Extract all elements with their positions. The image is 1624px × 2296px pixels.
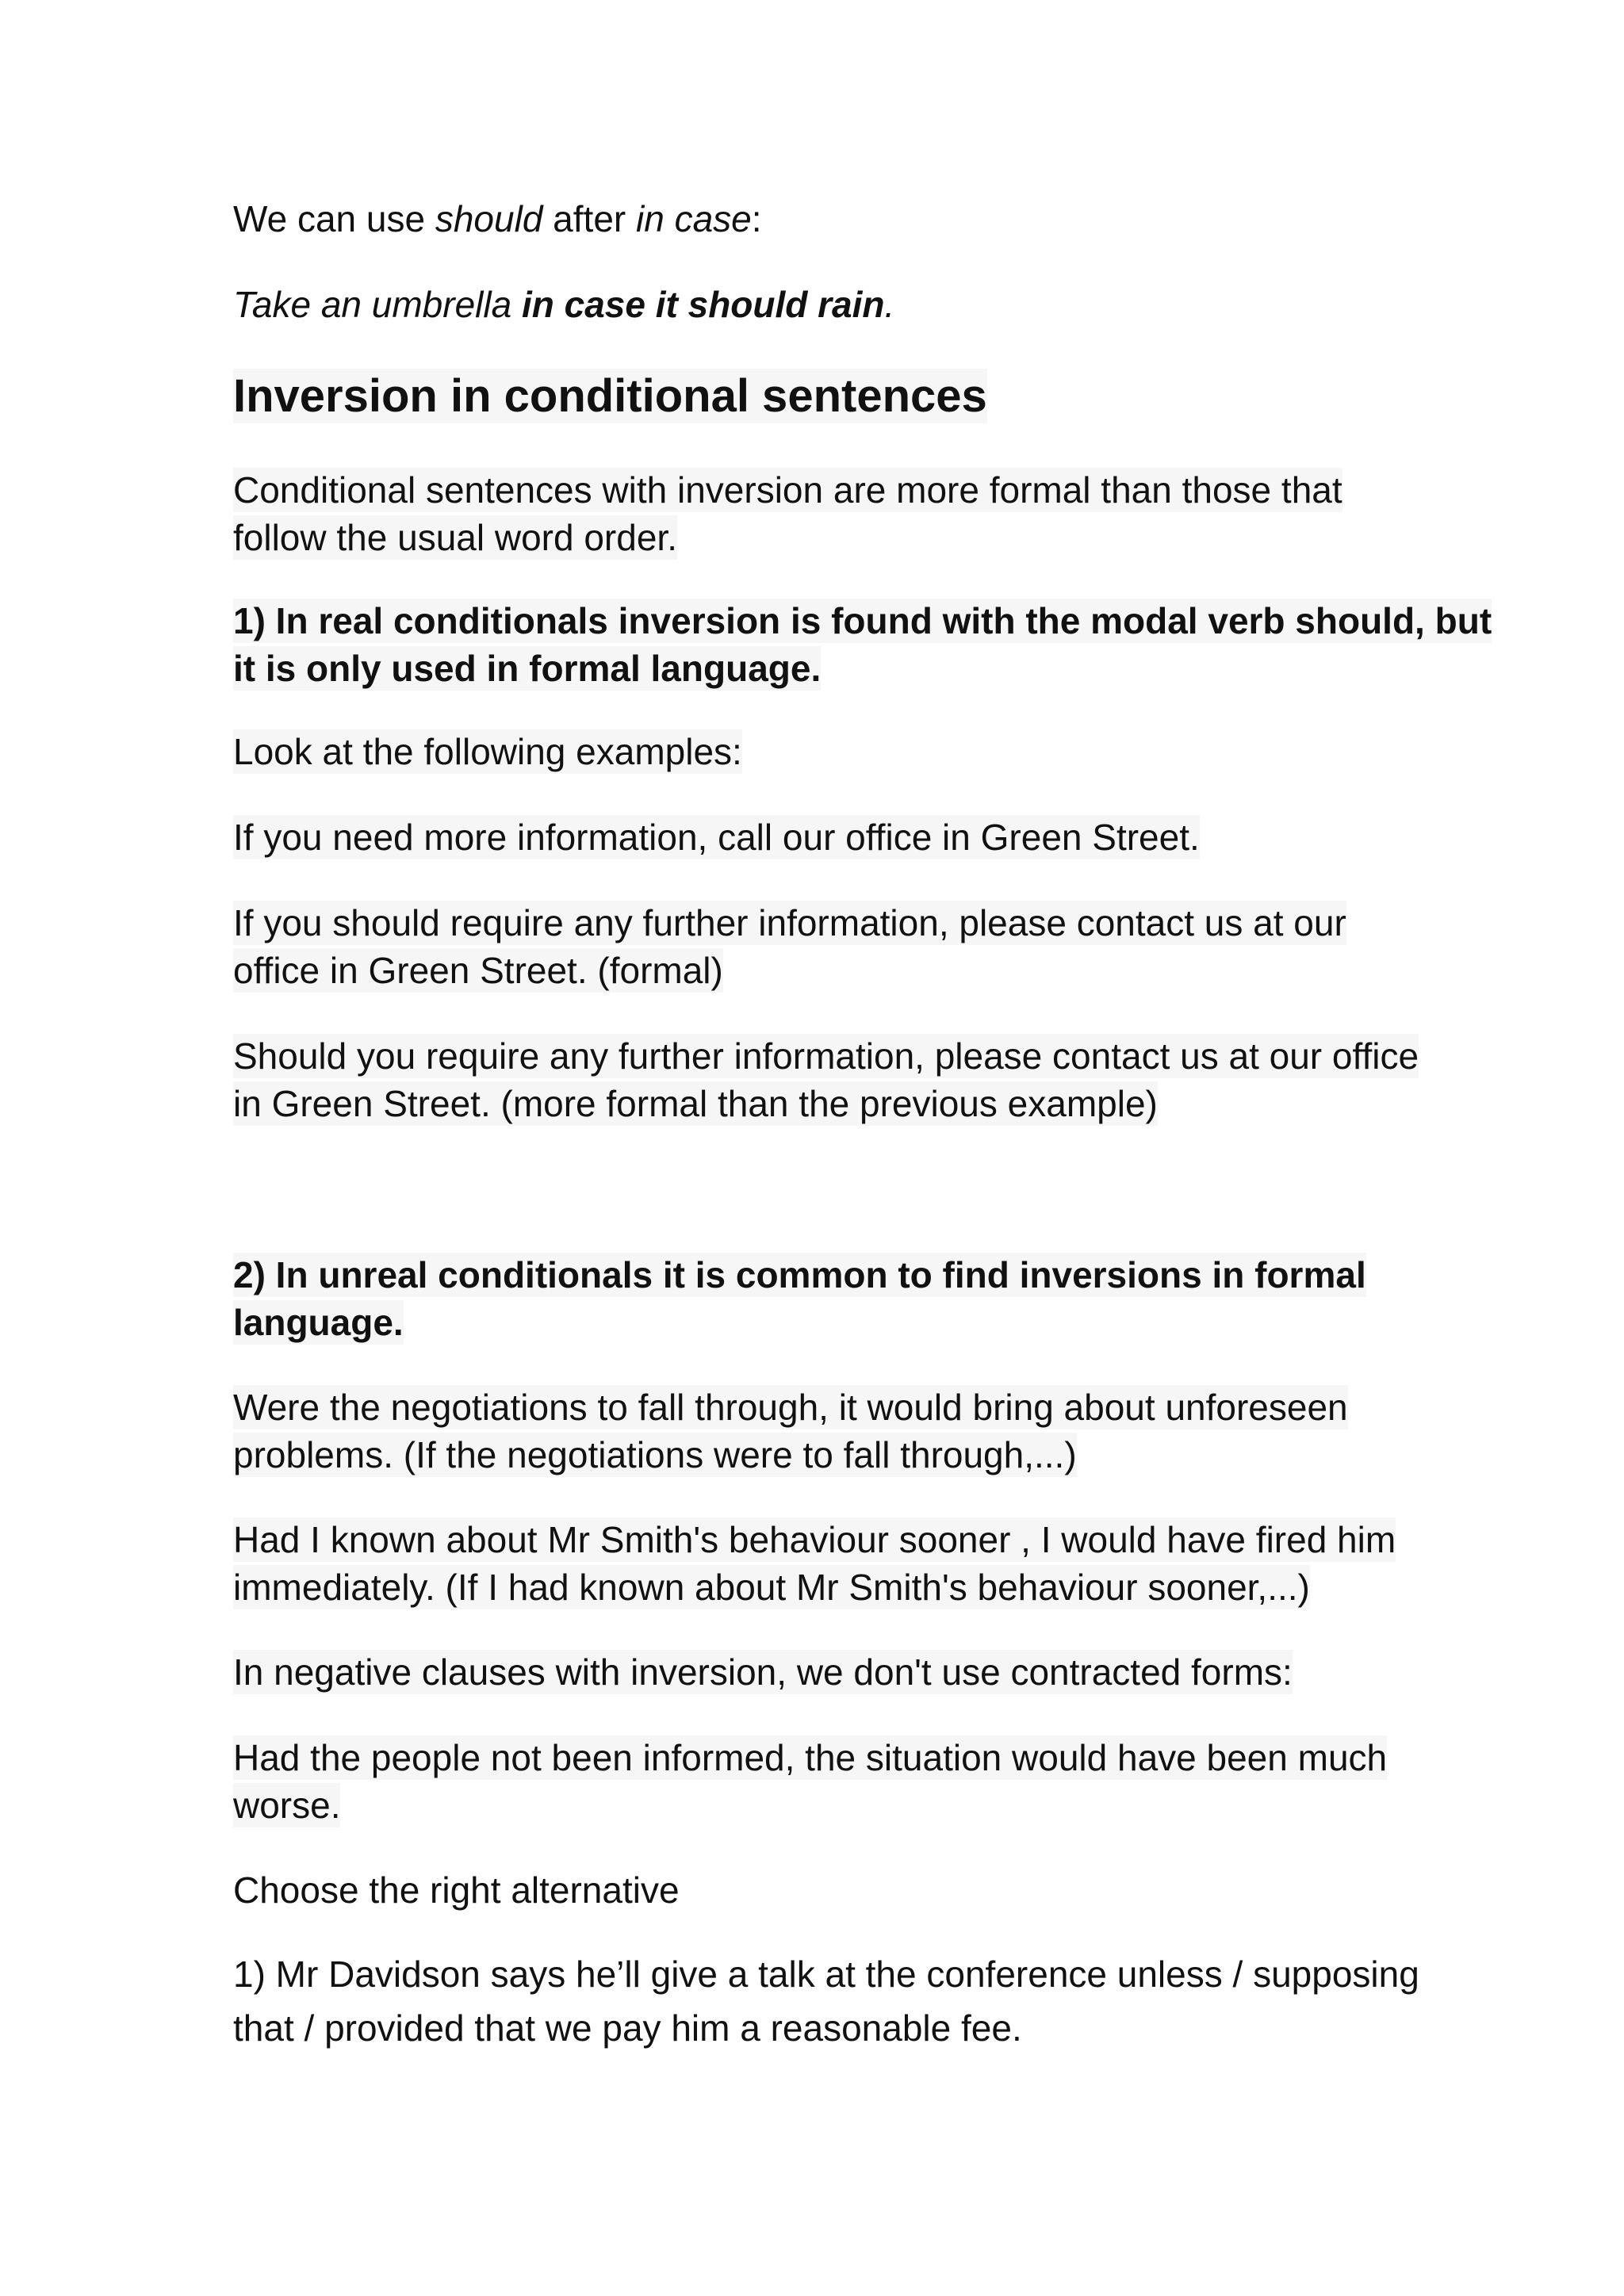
intro-line [233, 195, 762, 243]
example-2 [233, 899, 1346, 994]
rule-2-line-1: 2) In unreal conditionals it is common to find inversions in formal [233, 1254, 1366, 1295]
intro-text-2: after [542, 198, 637, 239]
formal-paragraph-line-2: follow the usual word order. [233, 517, 677, 558]
example-6-line-1: Had the people not been informed, the situation would have been much [233, 1737, 1388, 1778]
negative-note-text: In negative clauses with inversion, we don't use contracted forms: [233, 1651, 1293, 1693]
formal-paragraph [233, 466, 1342, 561]
umbrella-example [233, 281, 894, 328]
example-4-line-2: problems. (If the negotiations were to fall through,...) [233, 1434, 1077, 1475]
exercise-1-line-2: that / provided that we pay him a reasonable fee. [233, 2007, 1022, 2049]
umbrella-plain: Take an umbrella [233, 284, 522, 325]
exercise-title [233, 1866, 680, 1914]
umbrella-bold: in case it should rain [521, 284, 885, 325]
example-5-line-1: Had I known about Mr Smith's behaviour sooner , I would have fired him [233, 1519, 1396, 1560]
example-2-line-2: office in Green Street. (formal) [233, 950, 723, 991]
example-1 [233, 813, 1200, 861]
formal-paragraph-line-1: Conditional sentences with inversion are more formal than those that [233, 469, 1342, 511]
rule-1-line-2: it is only used in formal language. [233, 648, 822, 689]
section-heading [233, 366, 987, 427]
negative-note [233, 1648, 1293, 1696]
example-4-line-1: Were the negotiations to fall through, it would bring about unforeseen [233, 1387, 1348, 1428]
section-heading-text: Inversion in conditional sentences [233, 370, 987, 422]
rule-1-line-1: 1) In real conditionals inversion is found with the modal verb should, but [233, 600, 1492, 641]
look-examples [233, 728, 742, 775]
rule-1 [233, 597, 1492, 692]
example-1-text: If you need more information, call our office in Green Street. [233, 817, 1200, 858]
look-examples-text: Look at the following examples: [233, 731, 742, 772]
umbrella-end: . [884, 284, 895, 325]
example-6 [233, 1734, 1387, 1829]
exercise-1-line-1: 1) Mr Davidson says he’ll give a talk at the conference unless / supposing [233, 1954, 1419, 1995]
intro-in-case: in case [636, 198, 752, 239]
example-2-line-1: If you should require any further information, please contact us at our [233, 902, 1346, 943]
intro-text-3: : [751, 198, 762, 239]
example-3-line-2: in Green Street. (more formal than the previous example) [233, 1083, 1158, 1124]
example-5 [233, 1516, 1396, 1611]
exercise-1 [233, 1947, 1419, 2055]
example-3 [233, 1032, 1419, 1127]
exercise-title-text: Choose the right alternative [233, 1869, 680, 1911]
example-6-line-2: worse. [233, 1785, 341, 1826]
example-4 [233, 1383, 1348, 1479]
intro-should: should [435, 198, 543, 239]
example-5-line-2: immediately. (If I had known about Mr Smith's behaviour sooner,...) [233, 1567, 1310, 1608]
rule-2 [233, 1251, 1366, 1346]
intro-text-1: We can use [233, 198, 435, 239]
rule-2-line-2: language. [233, 1302, 404, 1343]
example-3-line-1: Should you require any further information, please contact us at our office [233, 1035, 1419, 1077]
